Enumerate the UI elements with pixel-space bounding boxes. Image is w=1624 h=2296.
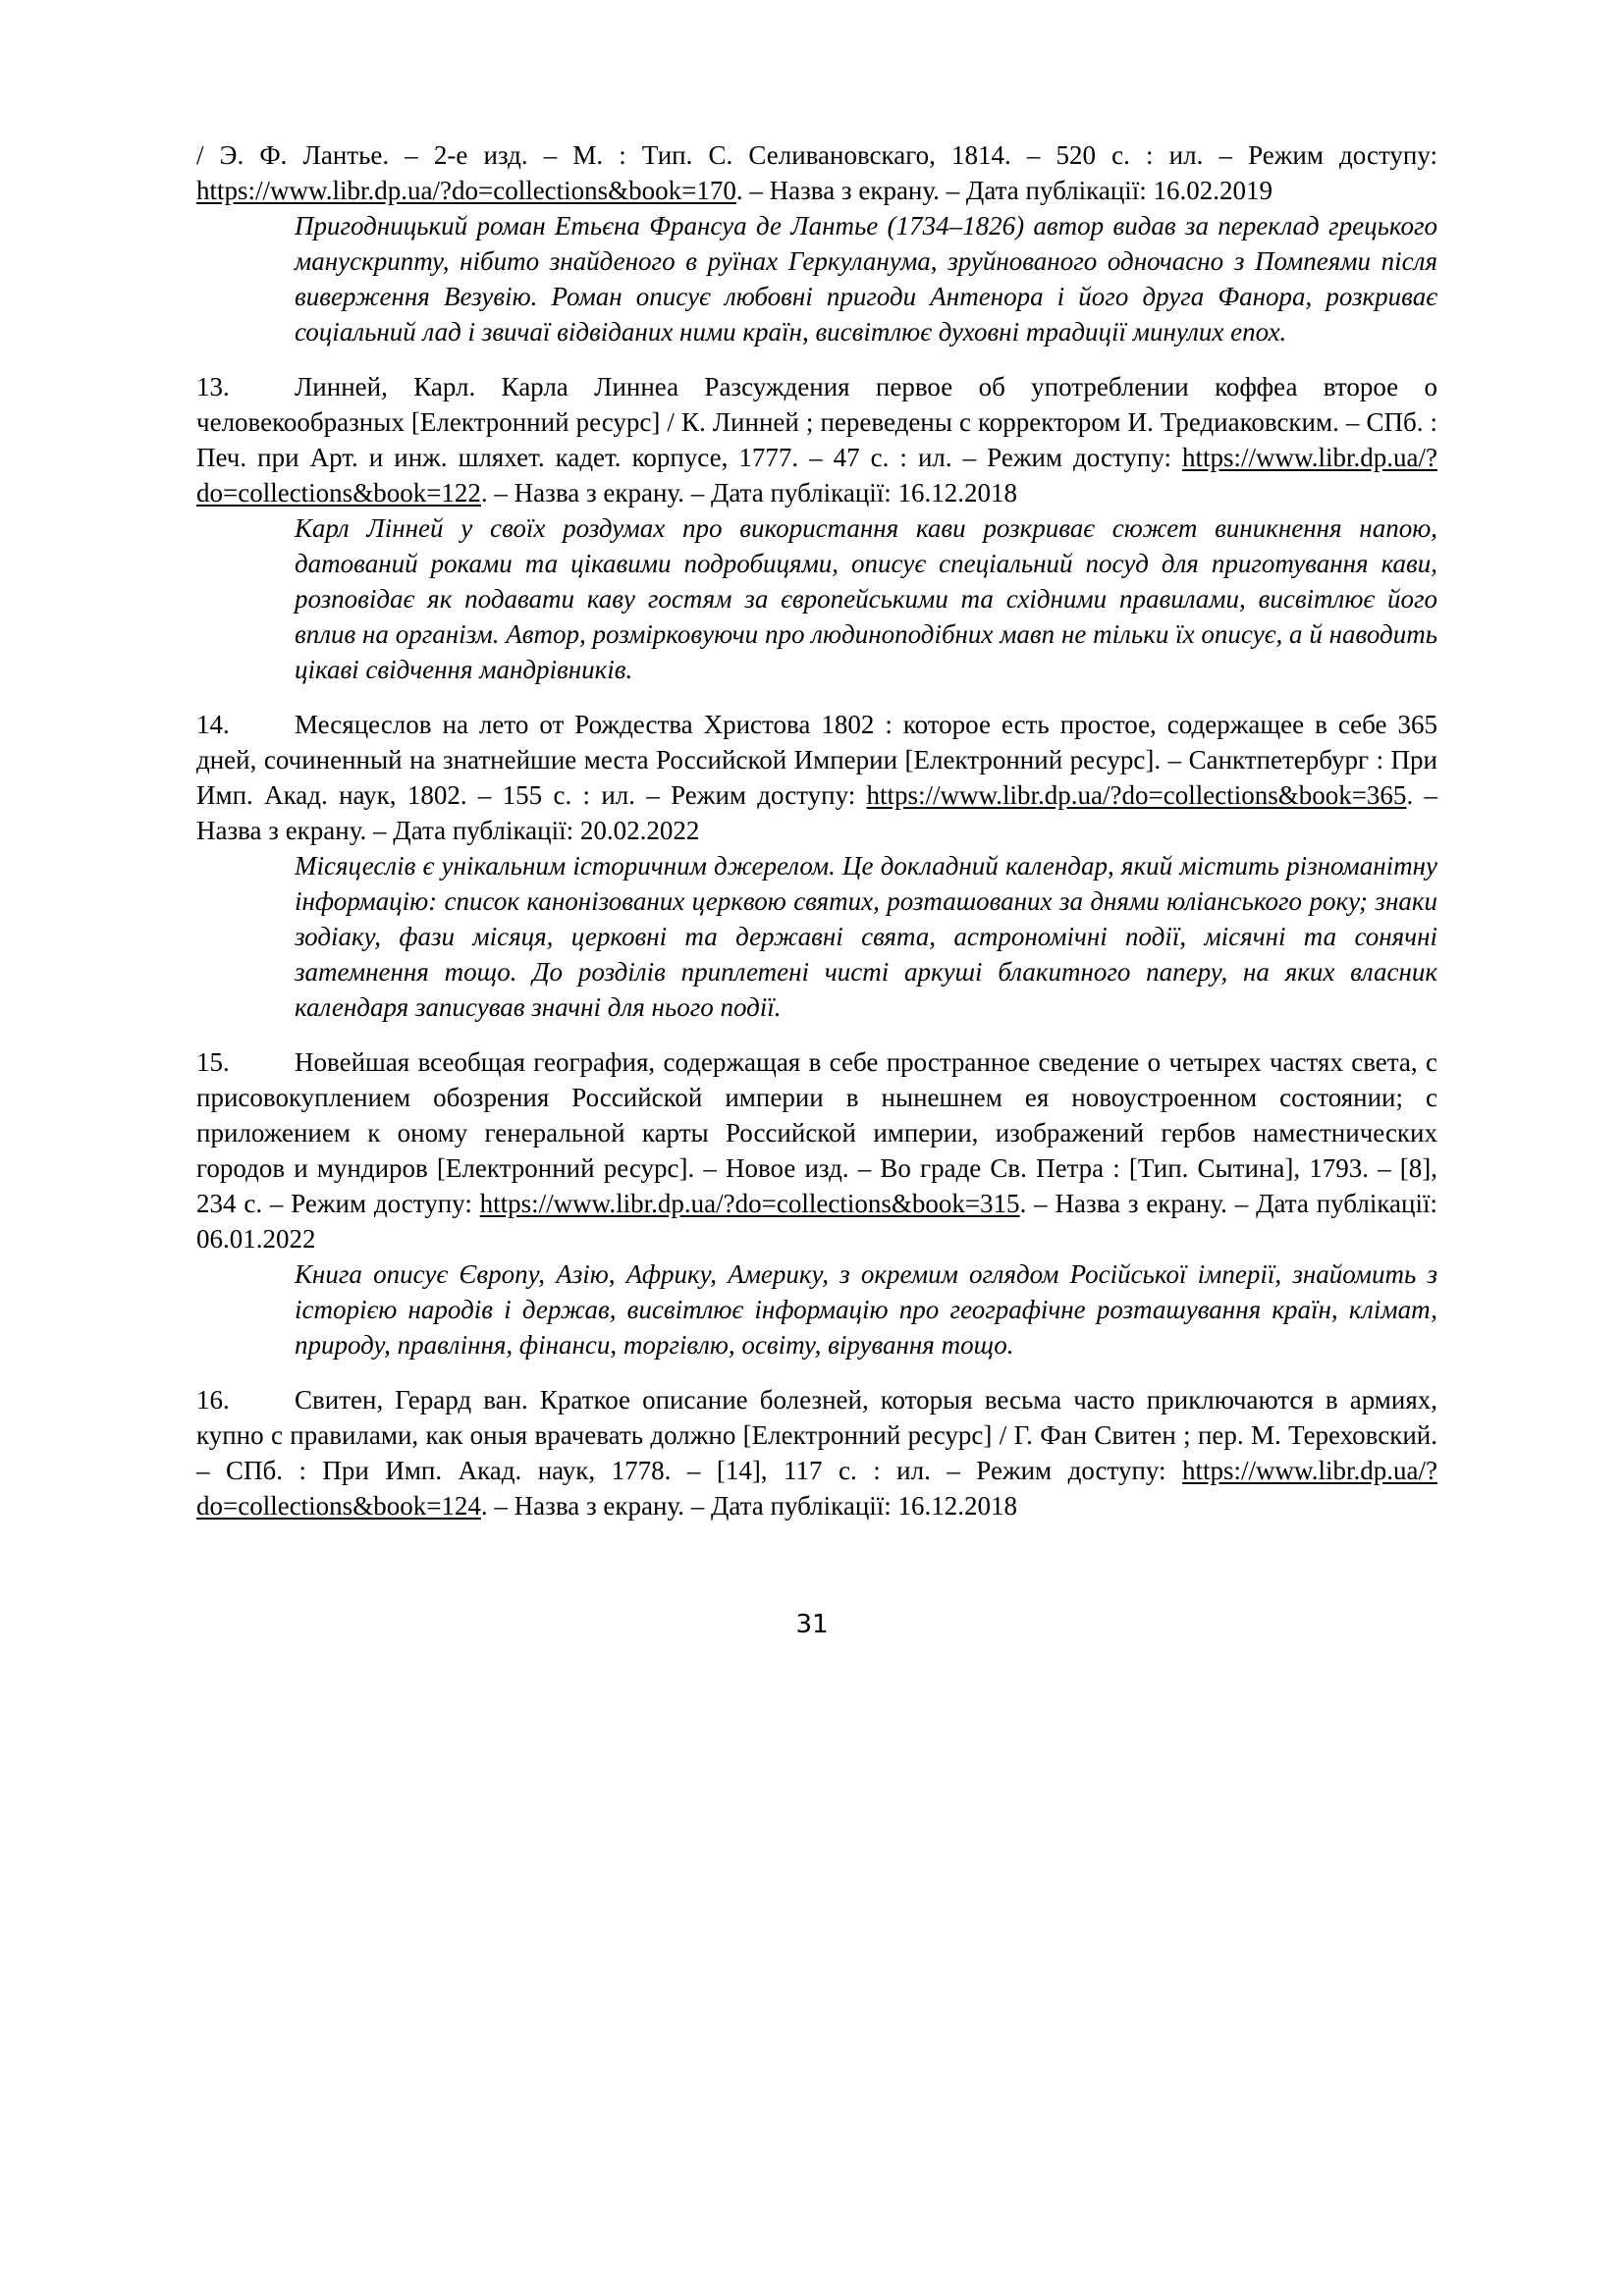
bibliographic-description <box>196 369 1437 510</box>
bib-tail: . – Назва з екрану. – Дата публікації: 16.12.2018 <box>480 1491 1018 1521</box>
resource-link[interactable]: https://www.libr.dp.ua/?do=collections&book=365 <box>866 780 1407 810</box>
bibliographic-description <box>196 707 1437 848</box>
bib-text: / Э. Ф. Лантье. – 2-е изд. – М. : Тип. С. Селивановскаго, 1814. – 520 с. : ил. – Режим доступу: <box>196 140 1437 170</box>
bib-tail: . – Назва з екрану. – Дата публікації: 20.02.2022 <box>196 780 1437 845</box>
bibliography-entry-15 <box>196 1044 1437 1362</box>
bibliographic-description <box>196 1382 1437 1523</box>
resource-link[interactable]: https://www.libr.dp.ua/?do=collections&book=170 <box>196 176 736 205</box>
resource-link[interactable]: https://www.libr.dp.ua/?do=collections&book=315 <box>479 1189 1020 1218</box>
bibliography-entry-14 <box>196 707 1437 1025</box>
bib-tail: . – Назва з екрану. – Дата публікації: 16.12.2018 <box>480 478 1018 507</box>
bib-text: Новейшая всеобщая география, содержащая в себе пространное сведение о четырех частях света, с присовокуплением обозрения Российской империи в нынешнем ея новоустроенном состоянии; с приложением к оному генеральной карты Российской империи, изображений гербов наместнических городов и мундиров [Електронний ресурс]. – Новое изд. – Во граде Св. Петра : [Тип. Сытина], 1793. – [8], 234 с. – Режим доступу: <box>196 1047 1437 1218</box>
bibliography-entry-16 <box>196 1382 1437 1523</box>
annotation: Карл Лінней у своїх роздумах про використання кави розкриває сюжет виникнення напою, датований роками та цікавими подробицями, описує спеціальний посуд для приготування кави, розповідає як подавати каву гостям за європейськими та східними правилами, висвітлює його вплив на організм. Автор, розмірковуючи про людиноподібних мавп не тільки їх описує, а й наводить цікаві свідчення мандрівників. <box>295 513 1437 684</box>
bib-text: Свитен, Герард ван. Краткое описание болезней, которыя весьма часто приключаются в армиях, купно с правилами, как оныя врачевать должно [Електронний ресурс] / Г. Фан Свитен ; пер. М. Тереховский. – СПб. : При Имп. Акад. наук, 1778. – [14], 117 с. : ил. – Режим доступу: <box>196 1385 1437 1485</box>
entry-number: 13. <box>196 372 230 401</box>
document-body <box>196 137 1437 1543</box>
bibliography-entry-continued <box>196 137 1437 349</box>
resource-link[interactable]: https://www.libr.dp.ua/?do=collections&book=122 <box>196 443 1437 507</box>
page-number: 31 <box>795 1610 829 1639</box>
entry-number: 16. <box>196 1385 230 1415</box>
bib-text: Месяцеслов на лето от Рождества Христова 1802 : которое есть простое, содержащее в себе 365 дней, сочиненный на знатнейшие места Российской Империи [Електронний ресурс]. – Санктпетербург : При Имп. Акад. наук, 1802. – 155 с. : ил. – Режим доступу: <box>196 710 1437 810</box>
bibliographic-description <box>196 137 1437 208</box>
entry-number: 15. <box>196 1047 230 1077</box>
annotation: Місяцеслів є унікальним історичним джерелом. Це докладний календар, який містить різноманітну інформацію: список канонізованих церквою святих, розташованих за днями юліанського року; знаки зодіаку, фази місяця, церковні та державні свята, астрономічні події, місячні та сонячні затемнення тощо. До розділів приплетені чисті аркуші блакитного паперу, на яких власник календаря записував значні для нього події. <box>295 851 1437 1022</box>
annotation: Книга описує Європу, Азію, Африку, Америку, з окремим оглядом Російської імперії, знайомить з історією народів і держав, висвітлює інформацію про географічне розташування країн, клімат, природу, правління, фінанси, торгівлю, освіту, вірування тощо. <box>295 1259 1437 1360</box>
bib-tail: . – Назва з екрану. – Дата публікації: 16.02.2019 <box>735 176 1273 205</box>
bibliographic-description <box>196 1044 1437 1256</box>
resource-link[interactable]: https://www.libr.dp.ua/?do=collections&book=124 <box>196 1456 1437 1521</box>
bib-tail: . – Назва з екрану. – Дата публікації: 06.01.2022 <box>196 1189 1437 1254</box>
annotation: Пригодницький роман Етьєна Франсуа де Лантье (1734–1826) автор видав за переклад грецького манускрипту, нібито знайденого в руїнах Геркуланума, зруйнованого одночасно з Помпеями після виверження Везувію. Роман описує любовні пригоди Антенора і його друга Фанора, розкриває соціальний лад і звичаї відвіданих ними країн, висвітлює духовні традиції минулих епох. <box>295 211 1437 347</box>
bibliography-entry-13 <box>196 369 1437 687</box>
entry-number: 14. <box>196 710 230 739</box>
bib-text: Линней, Карл. Карла Линнеа Разсуждения первое об употреблении коффеа второе о человекообразных [Електронний ресурс] / К. Линней ; переведены с корректором И. Тредиаковским. – СПб. : Печ. при Арт. и инж. шляхет. кадет. корпусе, 1777. – 47 с. : ил. – Режим доступу: <box>196 372 1437 472</box>
